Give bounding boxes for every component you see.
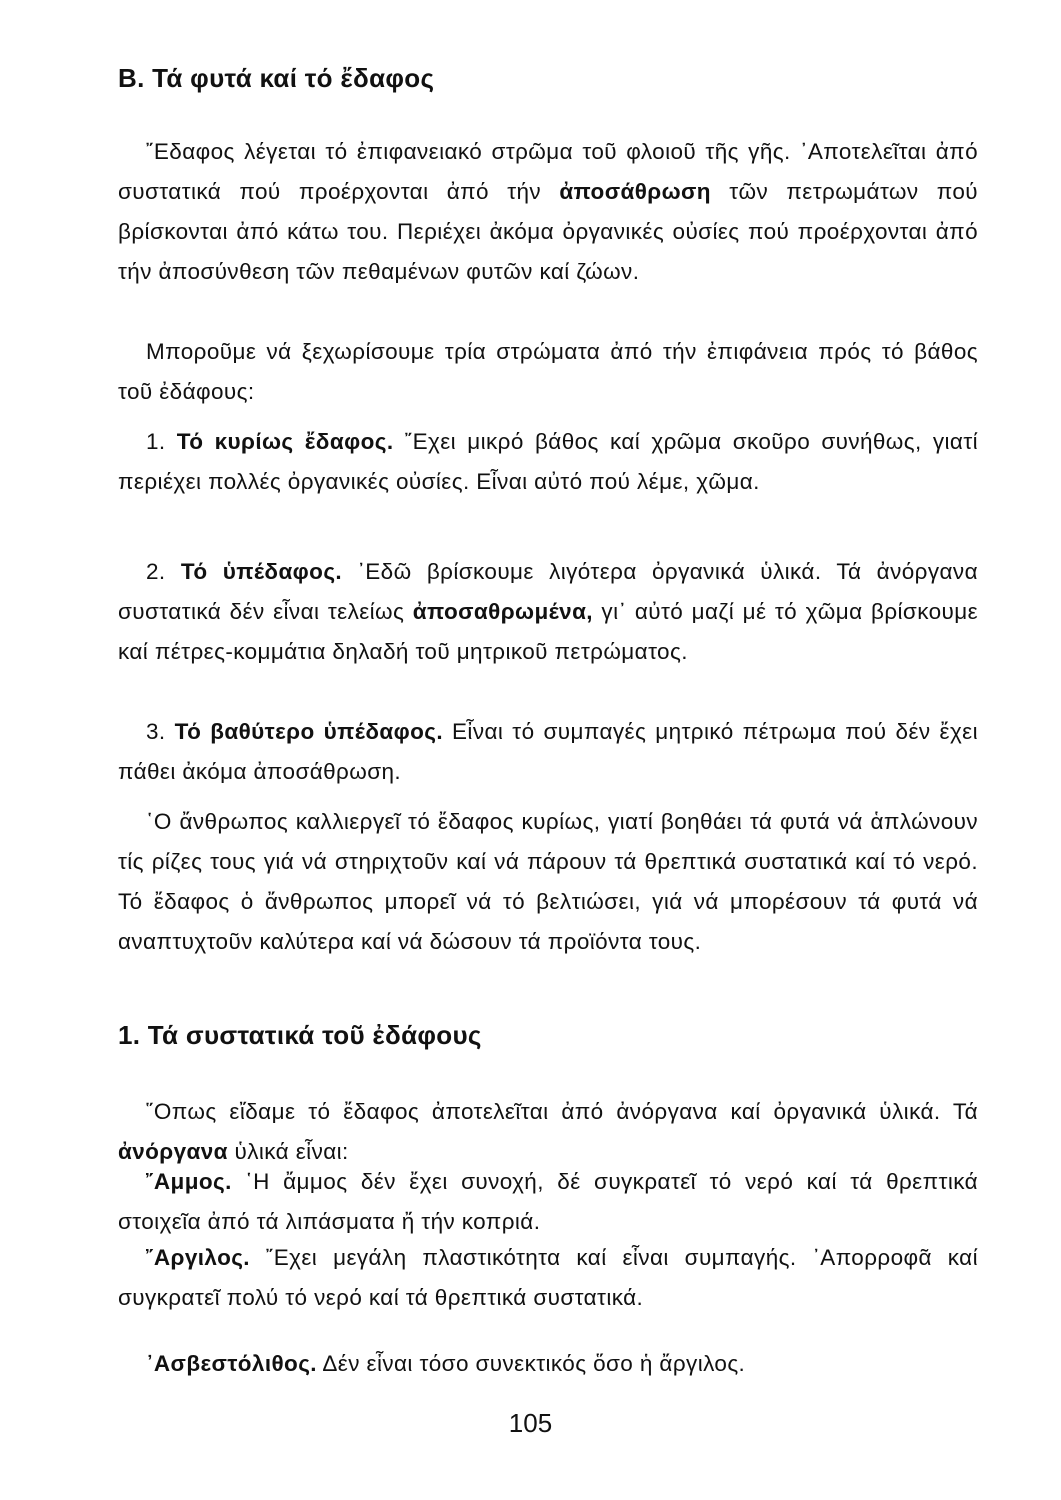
sand-run-1: ῾Η ἄμμος δέν ἔχει συνοχή, δέ συγκρατεῖ τό νερό καί τά θρεπτικά στοιχεῖα ἀπό τά λιπάσματα ἤ τήν κοπριά. [118, 1169, 978, 1234]
item3-run-2: Εἶναι τό συμπαγές μητρικό πέτρωμα πού δέν ἔχει πάθει ἀκόμα ἀποσάθρωση. [118, 719, 979, 784]
item1-run-0: 1. [146, 429, 177, 454]
item2-run-3: ἀποσαθρωμένα, [412, 599, 593, 624]
limestone-run-1: Δέν εἶναι τόσο συνεκτικός ὅσο ἡ ἄργιλος. [316, 1351, 746, 1376]
page-number: 105 [508, 1408, 553, 1438]
intro-run-1: ἀποσάθρωση [559, 179, 711, 204]
layer-item-2 [118, 552, 978, 672]
clay-paragraph [118, 1238, 978, 1318]
item2-run-4: γι᾿ αὐτό μαζί μέ τό χῶμα βρίσκουμε καί πέτρες-κομμάτια δηλαδή τοῦ μητρικοῦ πετρώματος. [118, 599, 979, 664]
sand-paragraph [118, 1162, 978, 1242]
components_intro-run-1: ἀνόργανα [118, 1139, 228, 1164]
layer-item-1 [118, 422, 978, 502]
subsection-title: 1. Τά συστατικά τοῦ ἐδάφους [118, 1020, 482, 1050]
item1-run-2: ῎Εχει μικρό βάθος καί χρῶμα σκοῦρο συνήθως, γιατί περιέχει πολλές ὀργανικές οὐσίες. Εἶναι αὐτό πού λέμε, χῶμα. [118, 429, 979, 494]
components_intro-run-0: ῞Οπως εἴδαμε τό ἔδαφος ἀποτελεῖται ἀπό ἀνόργανα καί ὀργανικά ὑλικά. Τά [146, 1099, 978, 1124]
intro-run-0: ῎Εδαφος λέγεται τό ἐπιφανειακό στρῶμα τοῦ φλοιοῦ τῆς γῆς. ᾿Αποτελεῖται ἀπό συστατικά πού προέρχονται ἀπό τήν [118, 139, 978, 204]
intro-paragraph [118, 132, 978, 292]
layers-intro-paragraph: Μποροῦμε νά ξεχωρίσουμε τρία στρώματα ἀπό τήν ἐπιφάνεια πρός τό βάθος τοῦ ἐδάφους: [118, 339, 978, 404]
clay-run-0: ῎Αργιλος. [146, 1245, 250, 1270]
section-title: Β. Τά φυτά καί τό ἔδαφος [118, 63, 435, 93]
item1-run-1: Τό κυρίως ἔδαφος. [176, 429, 394, 454]
components_intro-run-2: ὑλικά εἶναι: [227, 1139, 349, 1164]
item2-run-2: ᾿Εδῶ βρίσκουμε λιγότερα ὀργανικά ὑλικά. Τά ἀνόργανα συστατικά δέν εἶναι τελείως [118, 559, 978, 624]
components-intro-paragraph [118, 1092, 978, 1172]
limestone-run-0: ᾿Ασβεστόλιθος. [146, 1351, 317, 1376]
item2-run-1: Τό ὑπέδαφος. [180, 559, 343, 584]
item3-run-0: 3. [146, 719, 175, 744]
sand-run-0: ῎Αμμος. [146, 1169, 232, 1194]
clay-run-1: ῎Εχει μεγάλη πλαστικότητα καί εἶναι συμπαγής. ᾿Απορροφᾶ καί συγκρατεῖ πολύ τό νερό καί τά θρεπτικά συστατικά. [118, 1245, 978, 1310]
item2-run-0: 2. [146, 559, 181, 584]
limestone-paragraph [118, 1344, 978, 1384]
cultivation-paragraph: ῾Ο ἄνθρωπος καλλιεργεῖ τό ἔδαφος κυρίως, γιατί βοηθάει τά φυτά νά ἁπλώνουν τίς ρίζες τους γιά νά στηριχτοῦν καί νά πάρουν τά θρεπτικά συστατικά καί τό νερό. Τό ἔδαφος ὁ ἄνθρωπος μπορεῖ νά τό βελτιώσει, γιά νά μπορέσουν τά φυτά νά αναπτυχτοῦν καλύτερα καί νά δώσουν τά προϊόντα τους. [118, 809, 978, 954]
layer-item-3 [118, 712, 978, 792]
item3-run-1: Τό βαθύτερο ὑπέδαφος. [174, 719, 443, 744]
intro-run-2: τῶν πετρωμάτων πού βρίσκονται ἀπό κάτω του. Περιέχει ἀκόμα ὀργανικές οὐσίες πού προέρχονται ἀπό τήν ἀποσύνθεση τῶν πεθαμένων φυτῶν καί ζώων. [118, 179, 979, 284]
